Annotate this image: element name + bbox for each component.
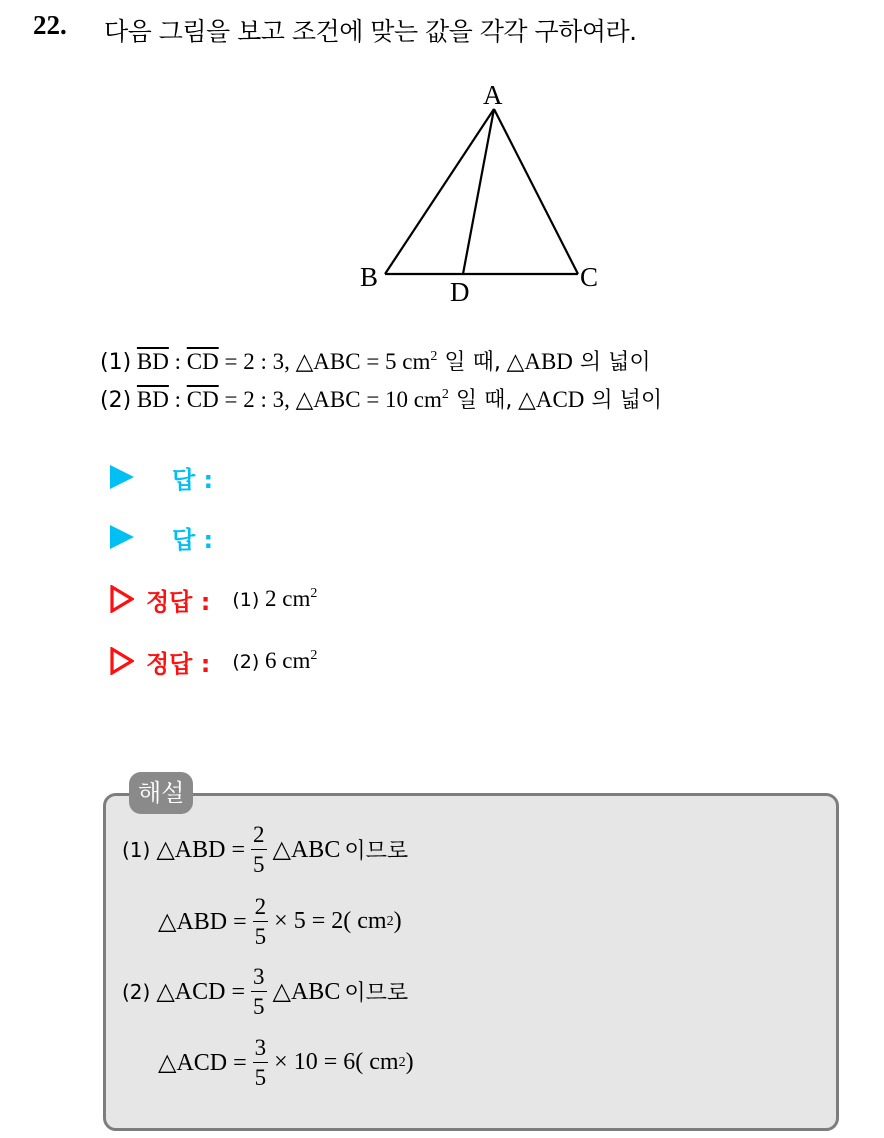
item-number: (1) bbox=[232, 589, 260, 611]
question-number: 22. bbox=[33, 10, 67, 40]
explanation-tag: 해설 bbox=[129, 772, 193, 814]
exponent: 2 bbox=[441, 387, 449, 402]
condition-2: (2) $\overline{BD}$ : $\overline{CD} = 2$ : 3, △ABC = 10 $cm^2$ 일 때, △ACD 의 넓이 bbox=[100, 387, 663, 413]
equation-rhs: × 10 = 6( cm bbox=[274, 1049, 399, 1075]
fraction bbox=[251, 965, 267, 1018]
conclusion-word: 이므로 bbox=[344, 981, 409, 1006]
numerator: 3 bbox=[251, 965, 267, 992]
equation-rhs: △ABC bbox=[272, 837, 341, 863]
numerator: 2 bbox=[253, 895, 269, 922]
segment-cd: $\overline{CD}$ bbox=[186, 349, 219, 374]
play-arrow-icon bbox=[110, 465, 134, 489]
fraction bbox=[253, 1036, 269, 1089]
explanation-line-2: △ABD = $\frac{2}{5}$ × 5 = 2( cm 2 ) bbox=[158, 894, 402, 949]
vertex-label-b: B bbox=[360, 262, 379, 292]
fraction bbox=[251, 823, 267, 876]
correct-answer-row-1 bbox=[110, 582, 317, 616]
condition-word: 일 때, bbox=[437, 350, 501, 375]
condition-number: (2) bbox=[100, 388, 132, 413]
closing-paren: ) bbox=[405, 1049, 414, 1075]
target-triangle: △ABD bbox=[500, 349, 573, 374]
area-given: △ABC = 10 cm bbox=[295, 387, 442, 412]
fraction bbox=[253, 895, 269, 948]
point-label-d: D bbox=[450, 277, 470, 306]
vertex-label-a: A bbox=[483, 80, 503, 110]
target-triangle: △ACD bbox=[512, 387, 585, 412]
equation-lhs: △ABD = bbox=[156, 837, 246, 863]
item-number: (2) bbox=[122, 979, 151, 1004]
correct-value bbox=[232, 648, 317, 674]
correct-value bbox=[232, 586, 317, 612]
numerator: 2 bbox=[251, 823, 267, 850]
answer-label: 답 : bbox=[172, 525, 214, 554]
condition-word-2: 의 넓이 bbox=[572, 350, 651, 375]
explanation-line-3 bbox=[122, 965, 408, 1018]
ratio: = 2 : 3, bbox=[218, 387, 290, 412]
numerator: 3 bbox=[253, 1036, 269, 1063]
exponent: 2 bbox=[310, 586, 318, 601]
denominator: 5 bbox=[254, 924, 267, 949]
equation-lhs: △ACD = bbox=[156, 979, 246, 1005]
question-text: 다음 그림을 보고 조건에 맞는 값을 각각 구하여라. bbox=[104, 17, 637, 46]
outline-arrow-icon bbox=[110, 585, 134, 613]
outline-arrow-icon bbox=[110, 647, 134, 675]
correct-label: 정답 : bbox=[146, 587, 211, 616]
condition-word-2: 의 넓이 bbox=[584, 388, 663, 413]
answer-label: 답 : bbox=[172, 465, 214, 494]
area-given: △ABC = 5 cm bbox=[295, 349, 431, 374]
equation-rhs: △ABC bbox=[272, 979, 341, 1005]
item-number: (1) bbox=[122, 837, 151, 862]
correct-label: 정답 : bbox=[146, 649, 211, 678]
segment-bd: $\overline{BD}$ bbox=[136, 349, 169, 374]
ratio: = 2 : 3, bbox=[218, 349, 290, 374]
answer-row-1[interactable] bbox=[110, 460, 213, 494]
play-arrow-icon bbox=[110, 525, 134, 549]
conclusion-word: 이므로 bbox=[344, 839, 409, 864]
exponent: 2 bbox=[310, 648, 318, 663]
explanation-line-4: △ACD = $\frac{3}{5}$ × 10 = 6( cm 2 ) bbox=[158, 1035, 414, 1090]
condition-1: (1) $\overline{BD}$ : $\overline{CD} = 2$ : 3, △ABC = 5 $cm^2$ 일 때, △ABD 의 넓이 bbox=[100, 349, 651, 375]
correct-answer-row-2 bbox=[110, 644, 317, 678]
triangle-figure bbox=[340, 76, 620, 306]
closing-paren: ) bbox=[393, 908, 402, 934]
segment-bd: $\overline{BD}$ bbox=[136, 387, 169, 412]
condition-word: 일 때, bbox=[448, 388, 513, 413]
value-text: 2 cm bbox=[259, 586, 311, 611]
denominator: 5 bbox=[254, 1065, 267, 1090]
side-ac bbox=[494, 109, 578, 274]
vertex-label-c: C bbox=[580, 262, 599, 292]
item-number: (2) bbox=[232, 651, 260, 673]
exponent: 2 bbox=[430, 349, 438, 364]
denominator: 5 bbox=[253, 852, 265, 877]
equation-rhs: × 5 = 2( cm bbox=[274, 908, 387, 934]
segment-cd: $\overline{CD}$ bbox=[186, 387, 219, 412]
explanation-line-1 bbox=[122, 823, 408, 876]
condition-number: (1) bbox=[100, 350, 132, 375]
answer-row-2[interactable] bbox=[110, 520, 213, 554]
value-text: 6 cm bbox=[259, 648, 311, 673]
denominator: 5 bbox=[253, 994, 265, 1019]
equation-lhs: △ABD = bbox=[158, 909, 247, 935]
equation-lhs: △ACD = bbox=[158, 1050, 247, 1076]
